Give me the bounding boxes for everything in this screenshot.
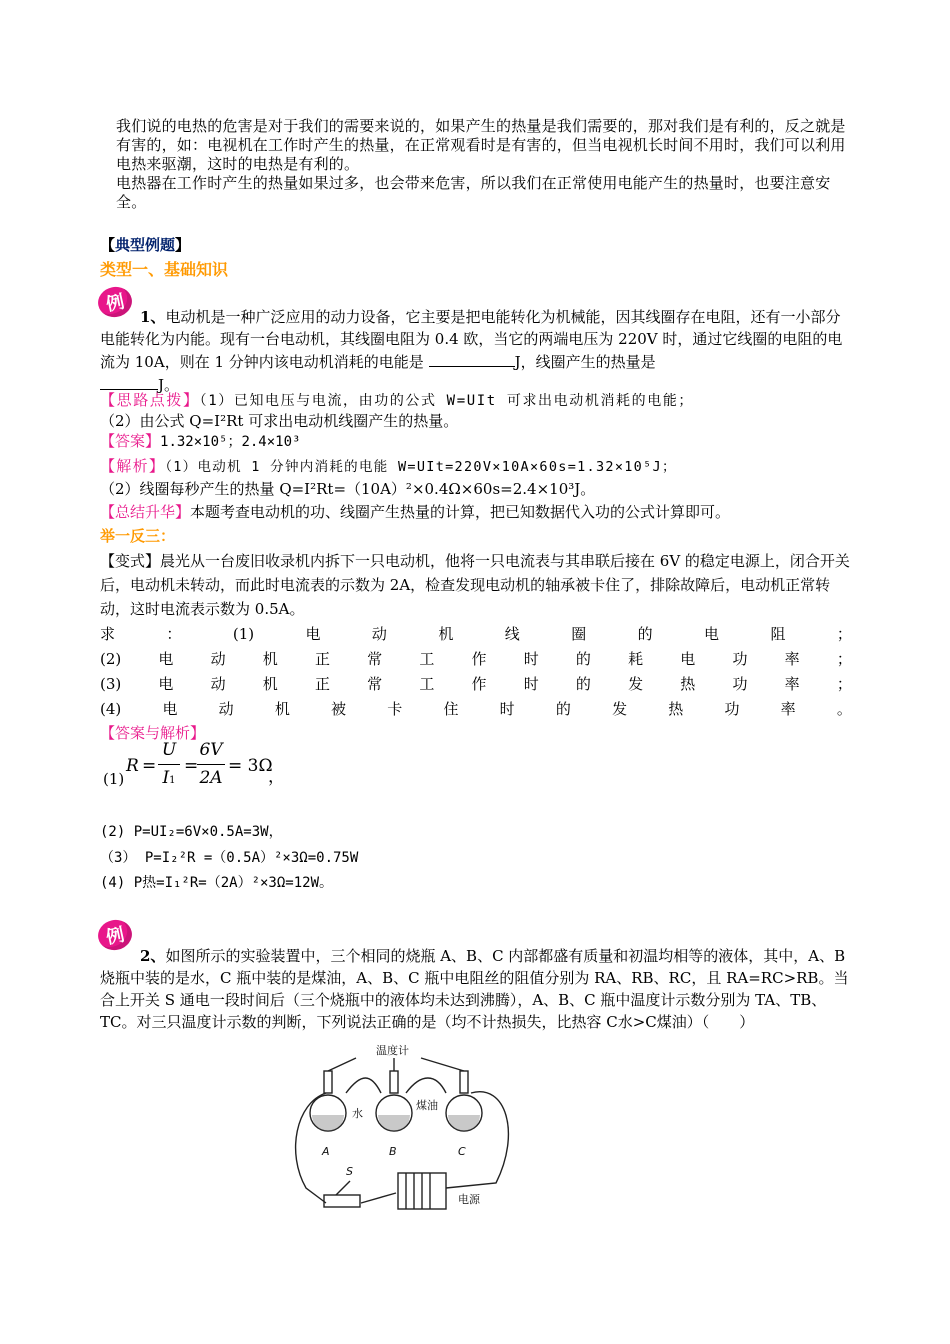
answer-4: (4) P热=I₁²R=（2A）²×3Ω=12W。 — [100, 875, 334, 891]
example-badge-icon: 例 — [95, 284, 134, 320]
label-kerosene: 煤油 — [416, 1099, 438, 1112]
variant-ask-2: (2) 电 动 机 正 常 工 作 时 的 耗 电 功 率 ； — [100, 650, 852, 668]
variant-title: 举一反三： — [100, 527, 176, 545]
intro-text — [116, 117, 856, 212]
example-badge-2-icon: 例 — [95, 917, 134, 953]
section-title: 【典型例题】 — [100, 236, 191, 254]
intro-paragraph-1: 我们说的电热的危害是对于我们的需要来说的，如果产生的热量是我们需要的，那对我们是有利的，反之就是有害的，如：电视机在工作时产生的热量，在正常观看时是有害的，但当电视机长时间不用时，我们可以利用电热来驱潮，这时的电热是有利的。 — [116, 117, 846, 173]
answer-2: (2) P=UI₂=6V×0.5A=3W， — [100, 824, 283, 840]
thermometer-b — [390, 1071, 398, 1093]
analysis-line-1: 【解析】（1）电动机 1 分钟内消耗的电能 W=UIt=220V×10A×60s=1.32×10⁵J； — [100, 457, 677, 475]
variant-text: 【变式】晨光从一台废旧收录机内拆下一只电动机，他将一只电流表与其串联后接在 6V 的稳定电源上，闭合开关后，电动机未转动，而此时电流表的示数为 2A，检查发现电动机的轴承被卡住了，排除故障后，电动机正常转动，这时电流表示数为 0.5A。 — [100, 552, 850, 618]
answer-analysis-title: 【答案与解析】 — [100, 724, 206, 742]
switch-base — [324, 1195, 360, 1207]
thermometer-c — [460, 1071, 468, 1093]
answer-blank-1[interactable] — [429, 350, 515, 367]
wire-bc — [406, 1078, 446, 1093]
type-title: 类型一、基础知识 — [100, 260, 229, 279]
variant-ask-4: (4) 电 动 机 被 卡 住 时 的 发 热 功 率 。 — [100, 700, 852, 718]
label-a: A — [322, 1145, 330, 1158]
answer-line: 【答案】1.32×10⁵；2.4×10³ — [100, 432, 301, 450]
variant-ask-3: (3) 电 动 机 正 常 工 作 时 的 发 热 功 率 ； — [100, 675, 852, 693]
label-water: 水 — [352, 1107, 363, 1120]
experiment-diagram — [286, 1043, 526, 1218]
wire-ab — [346, 1078, 381, 1093]
intro-paragraph-2: 电热器在工作时产生的热量如果过多，也会带来危害，所以我们在正常使用电能产生的热量时，也要注意安全。 — [116, 174, 831, 211]
question-2-text: 如图所示的实验装置中，三个相同的烧瓶 A、B、C 内部都盛有质量和初温均相等的液体，其中，A、B 烧瓶中装的是水，C 瓶中装的是煤油，A、B、C 瓶中电阻丝的阻值分别为 RA、RB、RC，且 RA=RC>RB。当合上开关 S 通电一段时间后（三个烧瓶中的液体均未达到沸腾），A、B、C 瓶中温度计示数分别为 TA、TB、TC。对三只温度计示数的判断，下列说法正确的是（均不计热损失，比热容 C水>C煤油）（ ） — [100, 947, 849, 1031]
wire-switch — [361, 1193, 396, 1203]
label-thermometer: 温度计 — [376, 1044, 409, 1057]
question-1-number: 1、 — [140, 308, 166, 326]
hint-line-1: 【思路点拨】（1）已知电压与电流，由功的公式 W=UIt 可求出电动机消耗的电能； — [100, 391, 695, 409]
wire-right — [446, 1092, 508, 1188]
question-1: 1、电动机是一种广泛应用的动力设备，它主要是把电能转化为机械能，因其线圈存在电阻，还有一小部分电能转化为内能。现有一台电动机，其线圈电阻为 0.4 欧，当它的两端电压为 220V 时，通过它线圈的电阻的电流为 10A，则在 1 分钟内该电动机消耗的电能是 J，线圈产生的热量是 J。 — [100, 308, 843, 394]
label-c: C — [458, 1145, 466, 1158]
label-switch: S — [346, 1165, 353, 1178]
resistance-formula: (1) R = U I1 = 6V 2A = 3Ω ， — [103, 740, 285, 788]
answer-3: （3） P=I₂²R =（0.5A）²×3Ω=0.75W — [100, 850, 359, 866]
analysis-line-2: （2）线圈每秒产生的热量 Q=I²Rt=（10A）²×0.4Ω×60s=2.4×10³J。 — [100, 480, 596, 498]
label-b: B — [389, 1145, 397, 1158]
summary-line: 【总结升华】本题考查电动机的功、线圈产生热量的计算，把已知数据代入功的公式计算即可。 — [100, 503, 731, 521]
thermometer-a — [324, 1071, 332, 1093]
hint-line-2: （2）由公式 Q=I²Rt 可求出电动机线圈产生的热量。 — [100, 412, 459, 430]
question-2: 2、如图所示的实验装置中，三个相同的烧瓶 A、B、C 内部都盛有质量和初温均相等的液体，其中，A、B 烧瓶中装的是水，C 瓶中装的是煤油，A、B、C 瓶中电阻丝的阻值分别为 RA、RB、RC，且 RA=RC>RB。当合上开关 S 通电一段时间后（三个烧瓶中的液体均未达到沸腾），A、B、C 瓶中温度计示数分别为 TA、TB、TC。对三只温度计示数的判断，下列说法正确的是（均不计热损失，比热容 C水>C煤油）（ ） — [100, 947, 849, 1031]
answer-blank-2[interactable] — [100, 373, 158, 390]
variant-ask-1: 求 ： (1) 电 动 机 线 圈 的 电 阻 ； — [100, 625, 852, 643]
label-power: 电源 — [458, 1193, 480, 1206]
question-1-text: 电动机是一种广泛应用的动力设备，它主要是把电能转化为机械能，因其线圈存在电阻，还有一小部分电能转化为内能。现有一台电动机，其线圈电阻为 0.4 欧，当它的两端电压为 220V 时，通过它线圈的电阻的电流为 10A，则在 1 分钟内该电动机消耗的电能是 — [100, 308, 843, 371]
